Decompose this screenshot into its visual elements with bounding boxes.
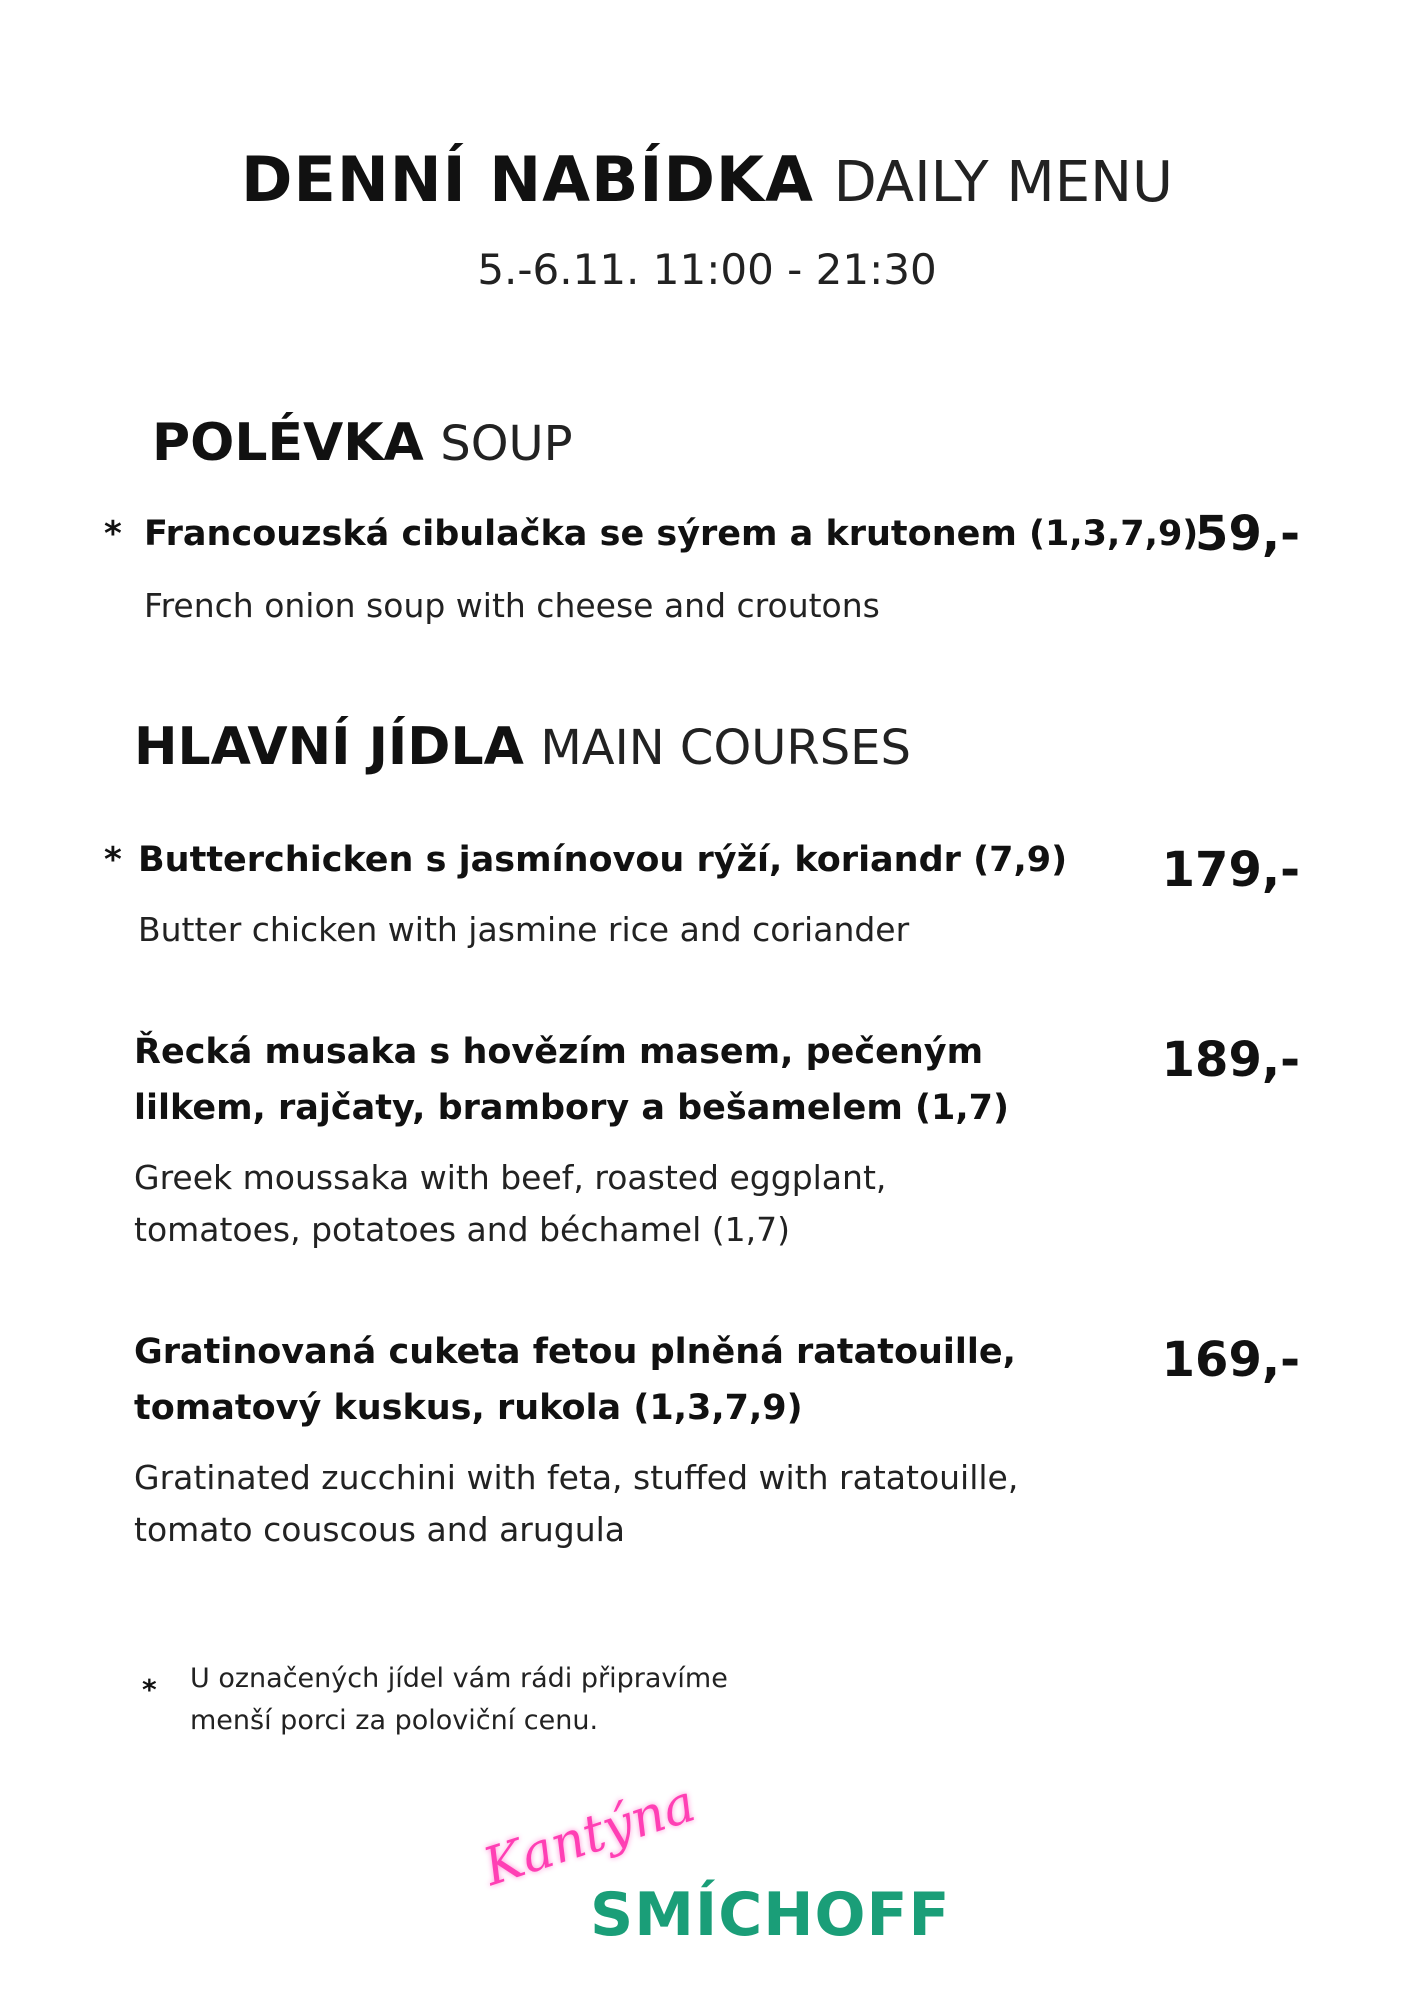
soup-name-english: French onion soup with cheese and croutons: [144, 586, 880, 625]
dish-2-name-english-line-1: Greek moussaka with beef, roasted eggplant,: [134, 1158, 887, 1197]
dish-2-name-czech-line-1: Řecká musaka s hovězím masem, pečeným: [134, 1032, 984, 1072]
logo-main-text: SMÍCHOFF: [590, 1880, 951, 1950]
dish-1-price: 179,-: [1161, 842, 1300, 898]
soup-name-czech: Francouzská cibulačka se sýrem a krutonem (1,3,7,9): [144, 514, 1199, 554]
main-heading-czech: HLAVNÍ JÍDLA: [134, 717, 524, 777]
soup-heading-czech: POLÉVKA: [152, 413, 424, 473]
soup-heading-english: SOUP: [440, 416, 573, 472]
dish-3-name-czech-line-2: tomatový kuskus, rukola (1,3,7,9): [134, 1388, 803, 1428]
date-time: 5.-6.11. 11:00 - 21:30: [477, 245, 937, 294]
dish-2-price: 189,-: [1161, 1032, 1300, 1088]
footnote-line-1: U označených jídel vám rádi připravíme: [190, 1663, 728, 1694]
footnote-line-2: menší porci za poloviční cenu.: [190, 1705, 599, 1736]
dish-2-name-czech-line-2: lilkem, rajčaty, brambory a bešamelem (1,7): [134, 1088, 1009, 1128]
dish-1-name-czech: Butterchicken s jasmínovou rýží, koriandr (7,9): [138, 840, 1068, 880]
dish-2-name-english-line-2: tomatoes, potatoes and béchamel (1,7): [134, 1210, 790, 1249]
main-section-heading: [134, 712, 911, 783]
dish-3-name-czech-line-1: Gratinovaná cuketa fetou plněná ratatouille,: [134, 1332, 1016, 1372]
dish-3-price: 169,-: [1161, 1332, 1300, 1388]
page-title: [0, 140, 1414, 223]
footnote-marker: *: [142, 1673, 157, 1706]
title-czech: DENNÍ NABÍDKA: [241, 143, 814, 216]
logo-script-text: Kantýna: [476, 1773, 703, 1898]
half-portion-marker: *: [104, 514, 122, 554]
dish-1-name-english: Butter chicken with jasmine rice and coriander: [138, 910, 910, 949]
main-heading-english: MAIN COURSES: [540, 720, 911, 776]
soup-section-heading: [152, 408, 573, 479]
dish-3-name-english-line-1: Gratinated zucchini with feta, stuffed with ratatouille,: [134, 1458, 1019, 1497]
half-portion-marker: *: [104, 840, 122, 880]
soup-price: 59,-: [1195, 506, 1300, 562]
dish-3-name-english-line-2: tomato couscous and arugula: [134, 1510, 626, 1549]
title-english: DAILY MENU: [833, 150, 1173, 215]
